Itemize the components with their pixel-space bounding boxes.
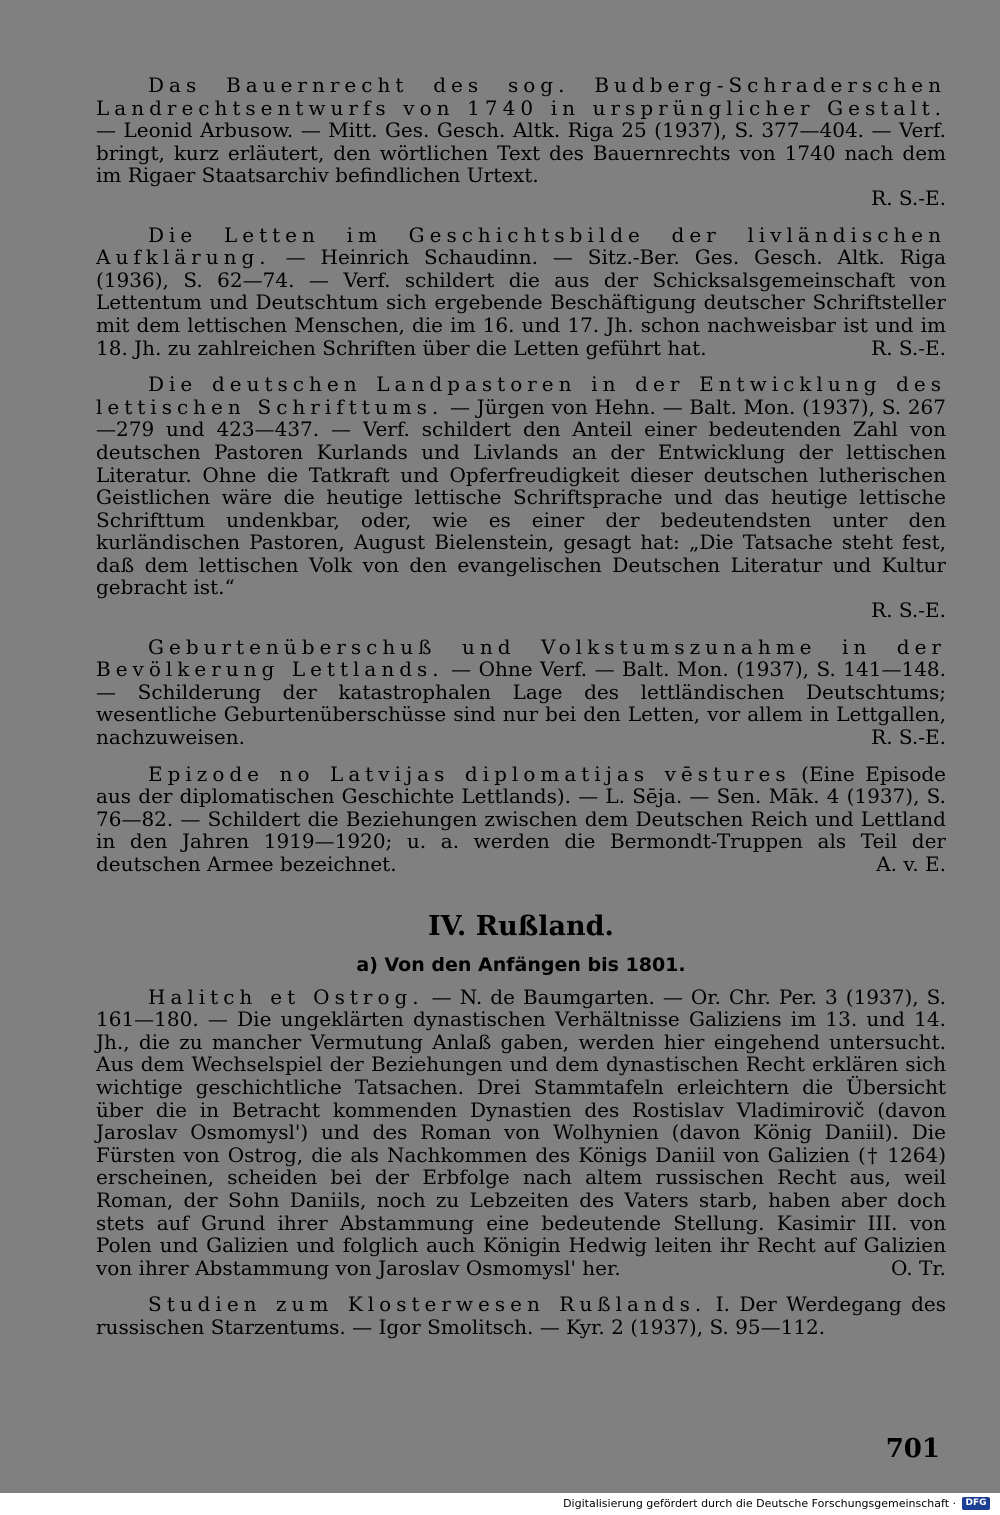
- bibliography-entry: [96, 1293, 946, 1338]
- reviewer-signature: A. v. E.: [876, 852, 946, 876]
- entry-title: Die deutschen Landpastoren in der Entwicklung des lettischen Schrifttums.: [96, 372, 946, 419]
- entry-title: Studien zum Klosterwesen Rußlands.: [148, 1292, 707, 1317]
- bibliography-entry: [96, 74, 946, 210]
- entry-body: — Jürgen von Hehn. — Balt. Mon. (1937), S. 267—279 und 423—437. — Verf. schildert den Anteil einer bedeutenden Zahl von deutschen Pastoren Kurlands und Livlands an der Entwicklung der lettischen Literatur. Ohne die Tatkraft und Opferfreudigkeit dieser deutschen lutherischen Geistlichen wäre die heutige lettische Schriftsprache und das heutige lettische Schrifttum undenkbar, oder, wie es einer der bedeutendsten unter den kurländischen Pastoren, August Bielenstein, gesagt hat: „Die Tatsache steht fest, daß dem lettischen Volk von den evangelischen Deutschen Literatur und Kultur gebracht ist.“: [96, 394, 946, 600]
- reviewer-signature: R. S.-E.: [871, 598, 946, 623]
- footer-bar: [0, 1493, 1000, 1515]
- bibliography-entry: [96, 986, 946, 1280]
- reviewer-signature: R. S.-E.: [871, 185, 946, 210]
- subsection-heading: a) Von den Anfängen bis 1801.: [356, 953, 686, 976]
- entry-body: — Heinrich Schaudinn. — Sitz.-Ber. Ges. Gesch. Altk. Riga (1936), S. 62—74. — Verf. schildert die aus der Schicksalsgemeinschaft von Lettentum und Deutschtum sich ergebende Beschäftigung deutscher Schriftsteller mit dem lettischen Menschen, die im 16. und 17. Jh. schon nachweisbar ist und im 18. Jh. zu zahlreichen Schriften über die Letten geführt hat.: [96, 245, 946, 360]
- entry-title: Das Bauernrecht des sog. Budberg-Schraderschen Landrechtsentwurfs von 1740 in ursprünglicher Gestalt.: [96, 73, 946, 120]
- entry-body: (Eine Episode aus der diplomatischen Geschichte Lettlands). — L. Sēja. — Sen. Māk. 4 (1937), S. 76—82. — Schildert die Beziehungen zwischen dem Deutschen Reich und Lettland in den Jahren 1919—1920; u. a. werden die Bermondt-Truppen als Teil der deutschen Armee bezeichnet.: [96, 761, 946, 876]
- entry-title: Geburtenüberschuß und Volkstumszunahme in der Bevölkerung Lettlands.: [96, 634, 946, 682]
- entry-body: — Ohne Verf. — Balt. Mon. (1937), S. 141—148. — Schilderung der katastrophalen Lage des lettländischen Deutschtums; wesentliche Geburtenüberschüsse sind nur bei den Letten, vor allem in Lettgallen, nachzuweisen.: [96, 657, 946, 750]
- bibliography-entry: [96, 636, 946, 749]
- page-number: 701: [885, 1434, 940, 1464]
- entry-body: — Leonid Arbusow. — Mitt. Ges. Gesch. Altk. Riga 25 (1937), S. 377—404. — Verf. bringt, kurz erläutert, den wörtlichen Text des Bauernrechts von 1740 nach dem im Rigaer Staatsarchiv befindlichen Urtext.: [96, 118, 946, 188]
- text-column: [96, 74, 946, 1353]
- dfg-logo: DFG: [962, 1497, 990, 1510]
- bibliography-entry: [96, 373, 946, 622]
- entry-body: — N. de Baumgarten. — Or. Chr. Per. 3 (1937), S. 161—180. — Die ungeklärten dynastischen Verhältnisse Galiziens im 13. und 14. Jh., die zu mancher Vermutung Anlaß gaben, werden hier eingehend untersucht. Aus dem Wechselspiel der Beziehungen und dem dynastischen Recht erklären sich wichtige geschichtliche Tatsachen. Drei Stammtafeln erleichtern die Übersicht über die in Betracht kommenden Dynastien des Rostislav Vladimirovič (davon Jaroslav Osmomysl') und des Roman von Wolhynien (davon König Daniil). Die Fürsten von Ostrog, die als Nachkommen des Königs Daniil von Galizien († 1264) erscheinen, scheiden bei der Erbfolge nach altem russischen Recht aus, weil Roman, der Sohn Daniils, noch zu Lebzeiten des Vaters starb, haben aber doch stets auf Grund ihrer Abstammung eine bedeutende Stellung. Kasimir III. von Polen und Galizien und folglich auch Königin Hedwig leiten ihr Recht auf Galizien von ihrer Abstammung von Jaroslav Osmomysl' her.: [96, 984, 946, 1280]
- reviewer-signature: O. Tr.: [891, 1255, 946, 1280]
- entry-title: Die Letten im Geschichtsbilde der livländischen Aufklärung.: [96, 222, 946, 270]
- reviewer-signature: R. S.-E.: [871, 725, 946, 750]
- bibliography-entry: [96, 763, 946, 876]
- bibliography-entry: [96, 224, 946, 360]
- section-heading: IV. Rußland.: [428, 910, 614, 942]
- entry-title: Halitch et Ostrog.: [148, 984, 424, 1009]
- reviewer-signature: R. S.-E.: [871, 335, 946, 360]
- funding-notice: Digitalisierung gefördert durch die Deutsche Forschungsgemeinschaft ·: [563, 1497, 956, 1510]
- entry-body: I. Der Werdegang des russischen Starzentums. — Igor Smolitsch. — Kyr. 2 (1937), S. 95—112.: [96, 1292, 946, 1339]
- entry-title: Epizode no Latvijas diplomatijas vēstures: [148, 761, 791, 786]
